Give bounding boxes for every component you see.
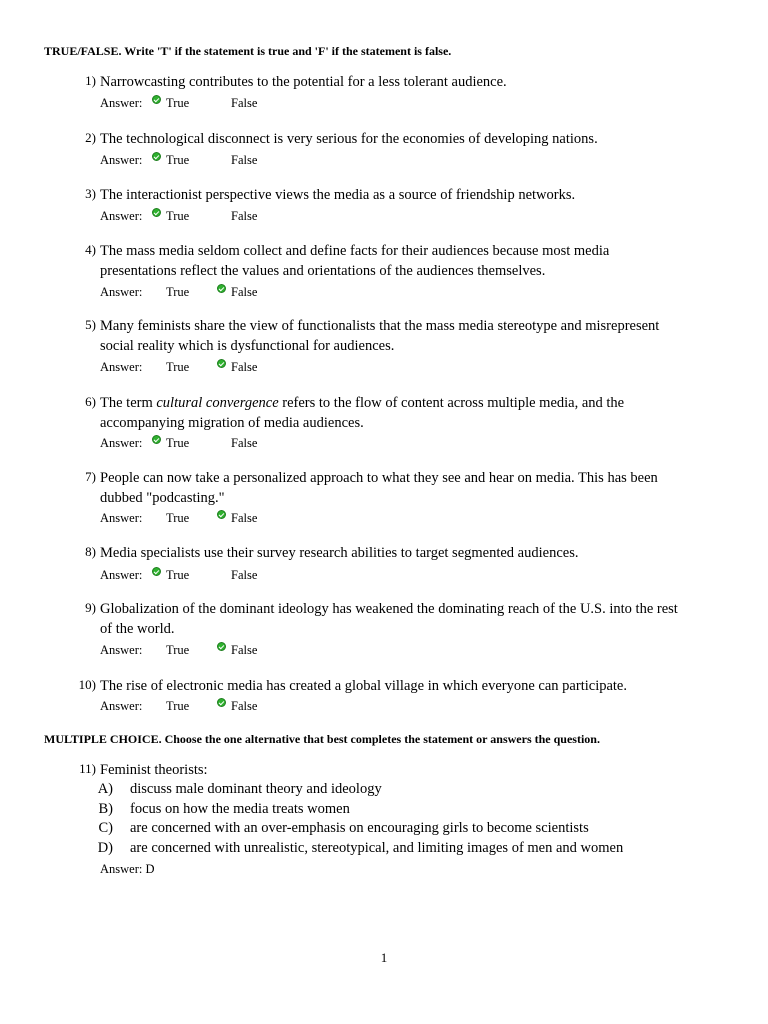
check-icon	[217, 510, 226, 519]
question-line: Globalization of the dominant ideology has weakened the dominating reach of the U.S. into the rest	[100, 601, 678, 617]
question-line: dubbed "podcasting."	[100, 489, 225, 506]
question-line: social reality which is dysfunctional for audiences.	[100, 337, 395, 354]
option-false: False	[231, 436, 258, 450]
question-number: 7)	[85, 469, 96, 484]
answer-label: Answer:	[100, 643, 143, 657]
option-text: discuss male dominant theory and ideology	[130, 781, 382, 797]
answer-label: Answer:	[100, 360, 143, 374]
mc-section-heading: MULTIPLE CHOICE. Choose the one alternative that best completes the statement or answers the question.	[44, 732, 600, 746]
question-line: The rise of electronic media has created a global village in which everyone can participate.	[100, 678, 627, 694]
question-line: Media specialists use their survey research abilities to target segmented audiences.	[100, 545, 579, 561]
question-number: 8)	[85, 544, 96, 559]
option-true: True	[166, 568, 190, 582]
check-icon	[152, 567, 161, 576]
option-true: True	[166, 511, 190, 525]
option-letter: B)	[98, 800, 113, 817]
option-text: focus on how the media treats women	[130, 800, 350, 817]
answer-text: Answer: D	[100, 862, 155, 876]
option-false: False	[231, 96, 258, 110]
option-true: True	[166, 360, 190, 374]
question-line: People can now take a personalized approach to what they see and hear on media. This has been	[100, 470, 658, 486]
option-false: False	[231, 285, 258, 299]
option-letter: C)	[98, 820, 113, 836]
question-text	[100, 544, 720, 564]
tf-section-heading: TRUE/FALSE. Write 'T' if the statement is true and 'F' if the statement is false.	[44, 44, 452, 58]
option-false: False	[231, 360, 258, 374]
check-icon	[152, 95, 161, 104]
option-false: False	[231, 699, 258, 713]
check-icon	[152, 208, 161, 217]
answer-label: Answer:	[100, 699, 143, 713]
answer-label: Answer:	[100, 436, 143, 450]
check-icon	[152, 152, 161, 161]
question-number: 10)	[78, 677, 96, 692]
question-italic-term: cultural convergence	[156, 395, 279, 411]
question-line: Many feminists share the view of functionalists that the mass media stereotype and misrepresent	[100, 318, 660, 334]
answer-label: Answer:	[100, 153, 143, 167]
question-text	[100, 186, 720, 206]
question-text-segment: The term	[100, 395, 157, 411]
option-true: True	[166, 153, 190, 167]
answer-label: Answer:	[100, 285, 143, 299]
option-false: False	[231, 153, 258, 167]
question-line: Narrowcasting contributes to the potential for a less tolerant audience.	[100, 74, 507, 90]
question-text-segment: refers to the flow of content across multiple media, and the	[278, 395, 625, 411]
page-number: 1	[380, 950, 388, 965]
question-text	[100, 600, 720, 639]
option-true: True	[166, 285, 190, 299]
option-false: False	[231, 511, 258, 525]
question-line: The mass media seldom collect and define facts for their audiences because most media	[100, 243, 610, 259]
option-false: False	[231, 643, 258, 657]
question-number: 9)	[85, 600, 96, 615]
option-false: False	[231, 568, 258, 582]
option-letter: A)	[97, 781, 113, 797]
question-line: The interactionist perspective views the media as a source of friendship networks.	[100, 187, 576, 203]
question-number: 6)	[85, 394, 96, 409]
question-line: presentations reflect the values and orientations of the audiences themselves.	[100, 262, 546, 279]
question-number: 2)	[85, 130, 96, 145]
question-text	[100, 677, 720, 697]
question-text	[100, 242, 720, 281]
check-icon	[217, 284, 226, 293]
question-line: accompanying migration of media audiences.	[100, 414, 364, 431]
option-letter: D)	[97, 839, 113, 856]
question-text	[100, 130, 720, 150]
check-icon	[152, 435, 161, 444]
check-icon	[217, 698, 226, 707]
answer-label: Answer:	[100, 96, 143, 110]
option-true: True	[166, 643, 190, 657]
check-icon	[217, 642, 226, 651]
option-true: True	[166, 699, 190, 713]
answer-label: Answer:	[100, 568, 143, 582]
option-text: are concerned with an over-emphasis on encouraging girls to become scientists	[130, 820, 589, 836]
question-text	[100, 73, 720, 93]
question-text	[100, 394, 720, 433]
answer-label: Answer:	[100, 511, 143, 525]
question-text	[100, 317, 720, 356]
option-false: False	[231, 209, 258, 223]
question-number: 3)	[85, 186, 96, 201]
question-text: Feminist theorists:	[100, 762, 208, 778]
check-icon	[217, 359, 226, 368]
question-number: 1)	[85, 73, 96, 88]
question-line: of the world.	[100, 620, 175, 637]
option-text: are concerned with unrealistic, stereotypical, and limiting images of men and women	[130, 839, 624, 856]
question-line: The technological disconnect is very serious for the economies of developing nations.	[100, 131, 598, 147]
question-text	[100, 469, 720, 508]
question-line	[100, 394, 720, 414]
question-number: 4)	[85, 242, 96, 257]
option-true: True	[166, 209, 190, 223]
answer-label: Answer:	[100, 209, 143, 223]
question-number: 5)	[85, 317, 96, 332]
option-true: True	[166, 436, 190, 450]
question-number: 11)	[79, 761, 96, 776]
option-true: True	[166, 96, 190, 110]
